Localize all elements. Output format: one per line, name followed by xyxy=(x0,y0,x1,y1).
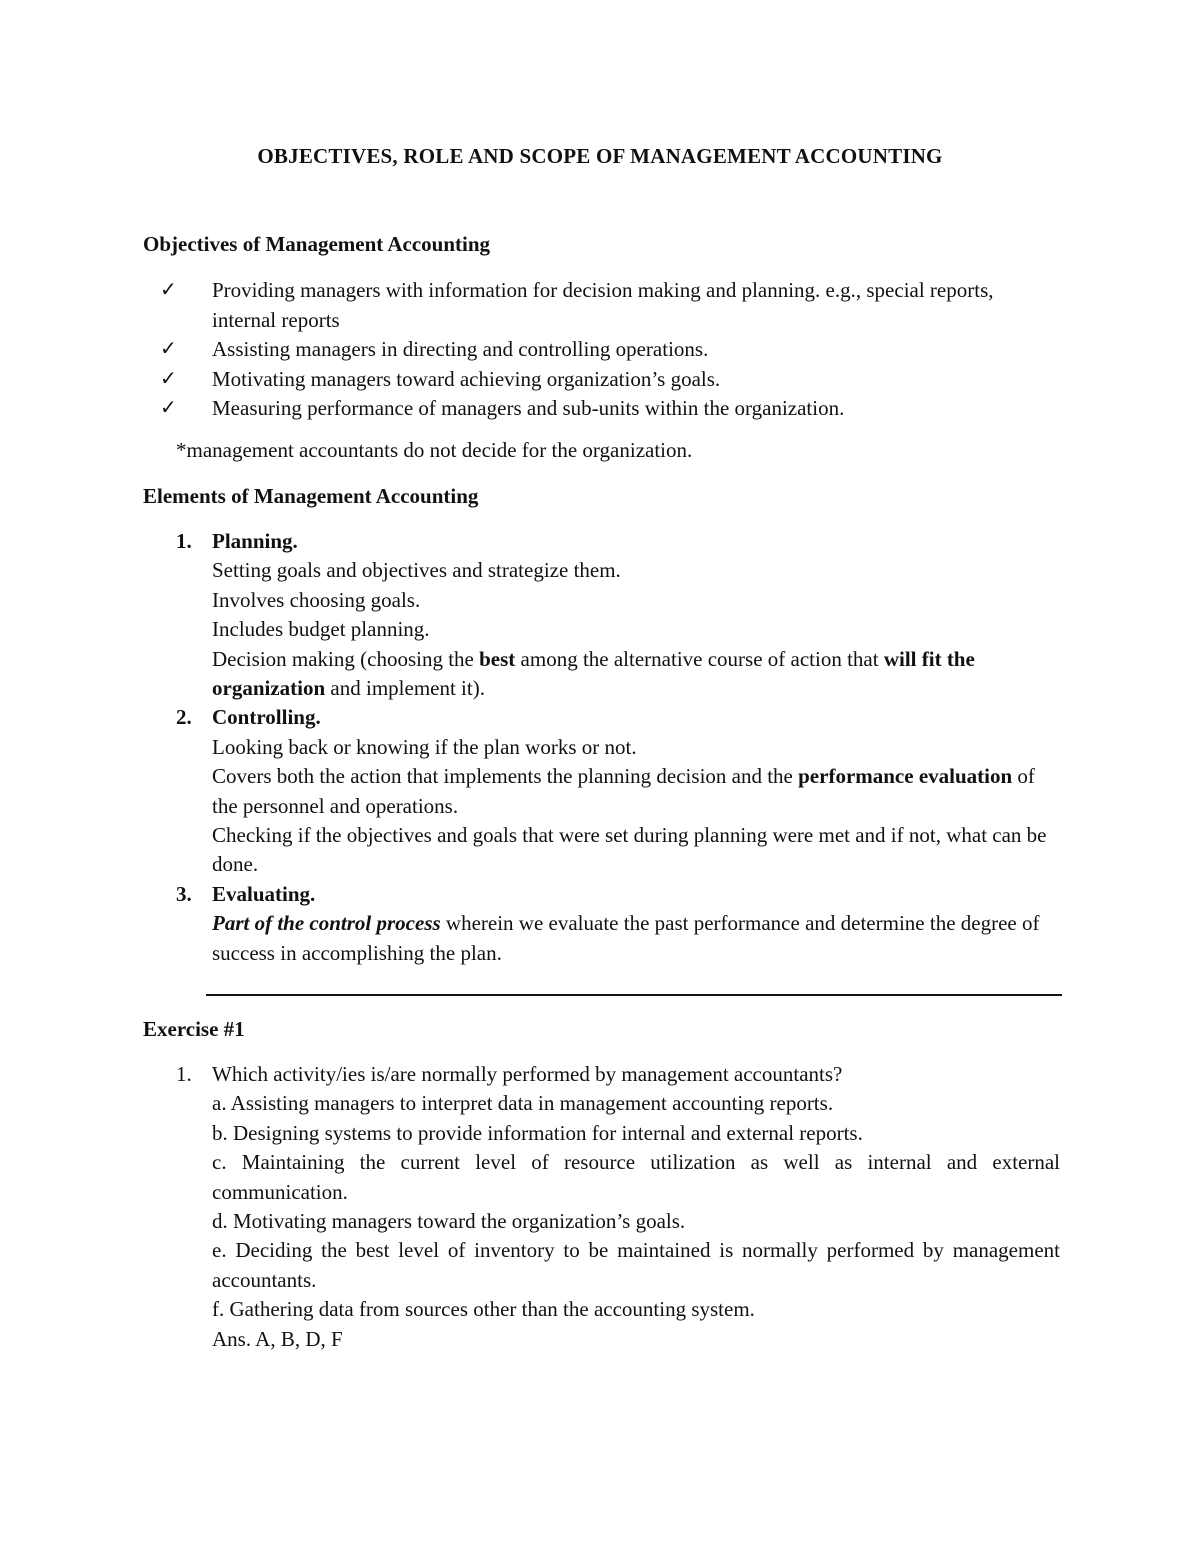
element-line xyxy=(212,909,1060,968)
question-option: b. Designing systems to provide information for internal and external reports. xyxy=(212,1120,863,1145)
checkmark-icon: ✓ xyxy=(160,279,177,301)
text-run: Decision making (choosing the xyxy=(212,646,480,671)
exercise-heading: Exercise #1 xyxy=(143,1017,245,1041)
checkmark-icon: ✓ xyxy=(160,397,177,419)
document-title: OBJECTIVES, ROLE AND SCOPE OF MANAGEMENT ACCOUNTING xyxy=(257,144,943,168)
element-title: Controlling. xyxy=(212,705,321,730)
list-item xyxy=(160,276,1040,335)
element-title: Planning. xyxy=(212,529,298,553)
list-item xyxy=(160,365,1040,395)
element-line xyxy=(212,645,1060,704)
element-title: Evaluating. xyxy=(212,881,316,906)
answer-text: Ans. A, B, D, F xyxy=(212,1326,343,1351)
question-text: Which activity/ies is/are normally performed by management accountants? xyxy=(212,1062,843,1086)
bold-text: best xyxy=(479,646,516,671)
objectives-note: *management accountants do not decide for the organization. xyxy=(176,438,693,462)
element-line: Involves choosing goals. xyxy=(212,587,421,612)
bold-italic-text: Part of the control process xyxy=(212,911,441,936)
exercise-list xyxy=(160,1060,1060,1354)
checkmark-icon: ✓ xyxy=(160,367,177,390)
bold-text: will fit the organization xyxy=(212,646,975,701)
question-item xyxy=(160,1060,1060,1354)
element-line: Looking back or knowing if the plan works or not. xyxy=(212,734,637,759)
element-line xyxy=(212,762,1060,821)
objective-text: Providing managers with information for decision making and planning. e.g., special reports, internal reports xyxy=(212,278,994,332)
list-item xyxy=(160,335,1040,365)
objective-text: Measuring performance of managers and sub-units within the organization. xyxy=(212,396,845,420)
text-run: Covers both the action that implements the planning decision and the xyxy=(212,764,799,789)
element-item-planning xyxy=(160,527,1060,703)
element-number: 2. xyxy=(176,705,192,730)
objective-text: Assisting managers in directing and controlling operations. xyxy=(212,337,709,361)
element-number: 1. xyxy=(176,529,192,553)
elements-heading: Elements of Management Accounting xyxy=(143,484,479,508)
elements-list xyxy=(160,527,1060,968)
list-item xyxy=(160,394,1040,424)
text-run: and implement it). xyxy=(325,676,485,701)
element-line: Setting goals and objectives and strategize them. xyxy=(212,558,621,583)
objectives-list xyxy=(160,276,1040,424)
question-option: a. Assisting managers to interpret data in management accounting reports. xyxy=(212,1091,834,1116)
text-run: of the personnel and operations. xyxy=(212,764,1035,818)
question-option: e. Deciding the best level of inventory to be maintained is normally performed by management accountants. xyxy=(212,1238,1060,1292)
question-option: d. Motivating managers toward the organization’s goals. xyxy=(212,1209,686,1234)
checkmark-icon: ✓ xyxy=(160,338,177,360)
question-option: f. Gathering data from sources other than the accounting system. xyxy=(212,1297,755,1322)
text-run: among the alternative course of action that xyxy=(515,646,884,671)
element-item-evaluating xyxy=(160,880,1060,968)
horizontal-divider xyxy=(206,994,1062,996)
objective-text: Motivating managers toward achieving organization’s goals. xyxy=(212,366,721,391)
element-item-controlling xyxy=(160,703,1060,879)
element-number: 3. xyxy=(176,881,192,906)
element-line: Checking if the objectives and goals that were set during planning were met and if not, what can be done. xyxy=(212,823,1047,877)
question-option: c. Maintaining the current level of resource utilization as well as internal and external communication. xyxy=(212,1150,1060,1204)
objectives-heading: Objectives of Management Accounting xyxy=(143,232,491,256)
bold-text: performance evaluation xyxy=(798,764,1013,789)
text-run: wherein we evaluate the past performance and determine the degree of success in accomplishing the plan. xyxy=(212,911,1040,965)
question-number: 1. xyxy=(176,1062,192,1086)
element-line: Includes budget planning. xyxy=(212,617,430,642)
